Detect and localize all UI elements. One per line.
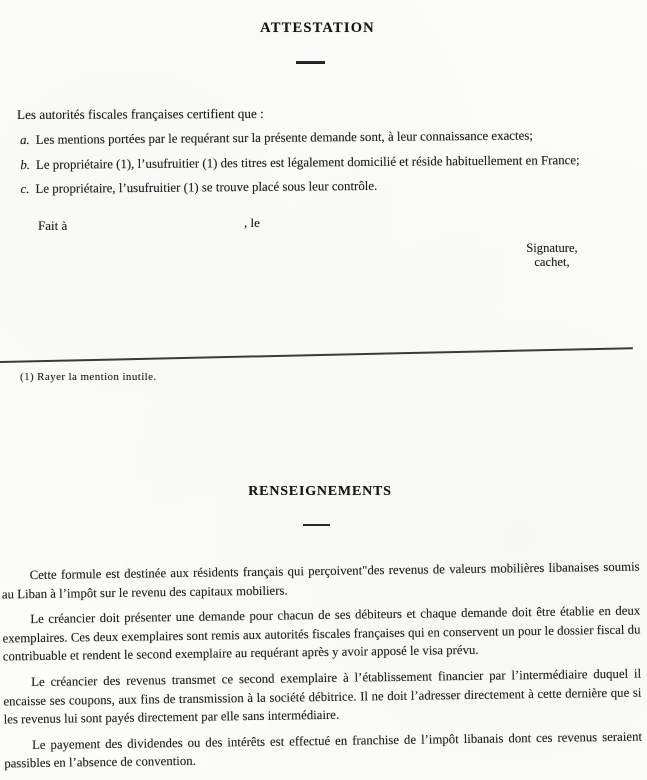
paragraph: Le créancier doit présenter une demande pour chacun de ses débiteurs et chaque demande doit être établie en deux exemplaires. Ces deux exemplaires sont remis aux autorités fiscales françaises qui en conservent un pour le dossier fiscal du contribuable et rendent le second exemplaire au requérant après y avoir apposé le visa prévu. <box>2 603 641 664</box>
footnote-text: (1) Rayer la mention inutile. <box>20 371 157 383</box>
list-item-marker: a. <box>20 132 30 147</box>
attestation-title-rule <box>296 61 325 64</box>
cachet-label: cachet, <box>534 255 570 269</box>
renseignements-paragraphs <box>2 558 643 780</box>
list-item-marker: b. <box>20 157 31 172</box>
list-item-marker: c. <box>20 181 30 196</box>
list-item-text: Les mentions portées par le requérant sur la présente demande sont, à leur connaissance exactes; <box>35 128 533 147</box>
list-item <box>20 177 630 197</box>
footnote-divider-rule <box>0 347 633 362</box>
attestation-title: ATTESTATION <box>260 20 375 36</box>
renseignements-title-rule <box>303 524 330 526</box>
fait-a-label: Fait à <box>38 218 68 233</box>
list-item-text: Le propriétaire (1), l’usufruitier (1) des titres est légalement domicilié et réside habituellement en France; <box>35 152 580 172</box>
le-date-label: , le <box>244 215 260 230</box>
paragraph: Le créancier des revenus transmet ce second exemplaire à l’établissement financier par l’intermédiaire duquel il encaisse ses coupons, aux fins de transmission à la société débitrice. Il ne doit l’adresser directement à cette dernière que si les revenus lui sont payés directement par elle sans intermédiaire. <box>3 666 642 727</box>
signature-label: Signature, <box>526 241 578 255</box>
list-item <box>20 128 630 148</box>
signature-block <box>502 241 602 269</box>
list-item <box>20 152 630 172</box>
renseignements-title: RENSEIGNEMENTS <box>248 484 392 499</box>
paragraph: Cette formule est destinée aux résidents français qui perçoivent"des revenus de valeurs mobilières libanaises soumis au Liban à l’impôt sur le revenu des capitaux mobiliers. <box>1 559 640 602</box>
paragraph: Le payement des dividendes ou des intérêts est effectué en franchise de l’impôt libanais dont ces revenus seraient passibles en l’absence de convention. <box>4 729 643 771</box>
list-item-text: Le propriétaire, l’usufruitier (1) se trouve placé sous leur contrôle. <box>35 178 378 196</box>
certification-list <box>20 128 631 207</box>
certification-intro: Les autorités fiscales françaises certifient que : <box>16 105 264 122</box>
